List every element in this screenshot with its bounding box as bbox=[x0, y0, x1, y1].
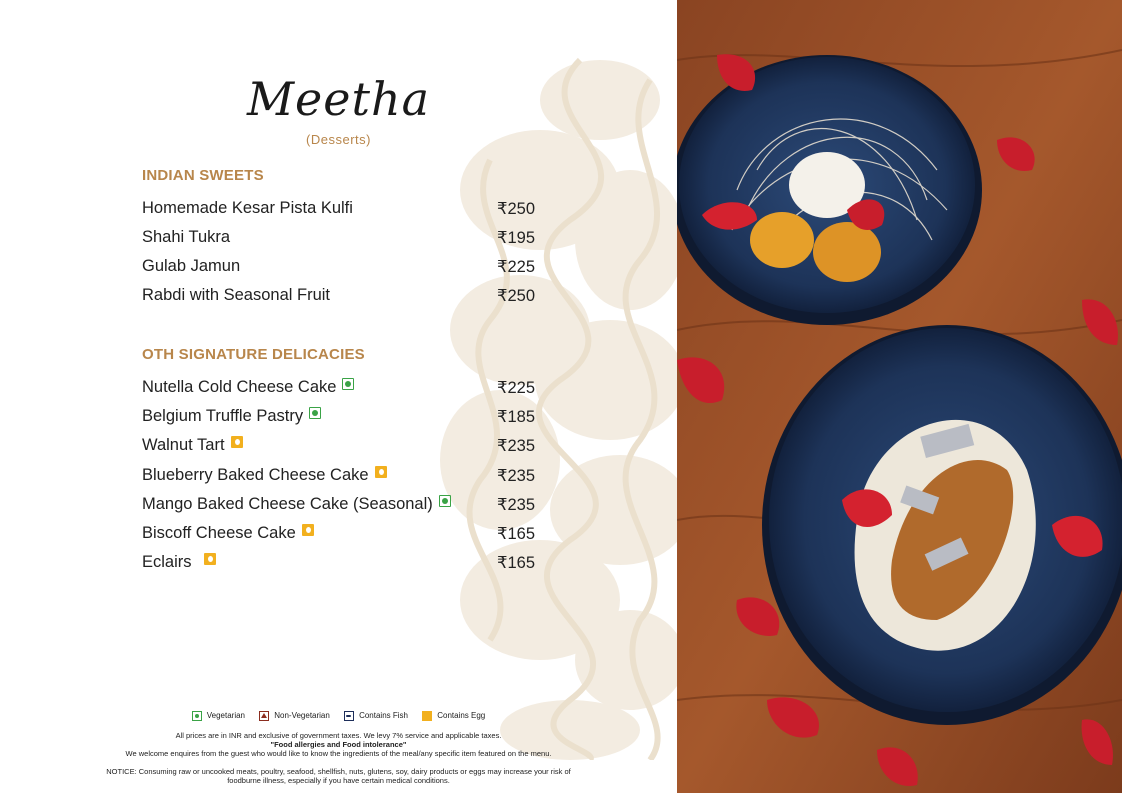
item-name: Belgium Truffle Pastry bbox=[142, 407, 304, 425]
item-price: ₹225 bbox=[497, 258, 536, 276]
menu-item bbox=[142, 436, 537, 458]
legend-vegetarian: Vegetarian bbox=[192, 711, 245, 721]
section-heading-indian-sweets: INDIAN SWEETS bbox=[142, 167, 264, 184]
menu-item bbox=[142, 378, 537, 400]
legend-contains-egg: Contains Egg bbox=[422, 711, 485, 721]
menu-item bbox=[142, 466, 537, 488]
menu-item bbox=[142, 495, 537, 517]
item-name: Eclairs bbox=[142, 553, 192, 571]
item-price: ₹250 bbox=[497, 200, 536, 218]
price-note: All prices are in INR and exclusive of government taxes. We levy 7% service and applicable taxes. bbox=[175, 731, 502, 740]
contains-egg-icon bbox=[204, 553, 216, 565]
menu-item bbox=[142, 199, 537, 221]
item-name: Gulab Jamun bbox=[142, 257, 241, 275]
menu-item bbox=[142, 228, 537, 250]
dessert-photo bbox=[677, 0, 1122, 793]
item-name: Biscoff Cheese Cake bbox=[142, 524, 296, 542]
fish-icon bbox=[344, 711, 354, 721]
item-name: Blueberry Baked Cheese Cake bbox=[142, 466, 369, 484]
notice-line-2: foodburne illness, especially if you have certain medical conditions. bbox=[227, 776, 450, 785]
contains-egg-icon bbox=[375, 466, 387, 478]
allergy-note: We welcome enquires from the guest who would like to know the ingredients of the meal/any specific item featured on the menu. bbox=[125, 749, 552, 758]
item-name: Nutella Cold Cheese Cake bbox=[142, 378, 337, 396]
dessert-photo-illustration bbox=[677, 0, 1122, 793]
item-price: ₹235 bbox=[497, 496, 536, 514]
item-price: ₹185 bbox=[497, 408, 536, 426]
menu-item bbox=[142, 524, 537, 546]
item-name: Mango Baked Cheese Cake (Seasonal) bbox=[142, 495, 433, 513]
item-price: ₹225 bbox=[497, 379, 536, 397]
menu-item bbox=[142, 407, 537, 429]
menu-item bbox=[142, 257, 537, 279]
menu-title: Meetha bbox=[246, 72, 431, 126]
contains-egg-icon bbox=[302, 524, 314, 536]
item-price: ₹250 bbox=[497, 287, 536, 305]
vegetarian-icon bbox=[192, 711, 202, 721]
menu-item bbox=[142, 286, 537, 308]
non-vegetarian-icon bbox=[259, 711, 269, 721]
item-name: Rabdi with Seasonal Fruit bbox=[142, 286, 331, 304]
legend-non-vegetarian: Non-Vegetarian bbox=[259, 711, 330, 721]
contains-egg-icon bbox=[231, 436, 243, 448]
vegetarian-icon bbox=[309, 407, 321, 419]
item-price: ₹165 bbox=[497, 554, 536, 572]
dietary-legend bbox=[0, 711, 677, 721]
menu-item bbox=[142, 553, 537, 575]
item-price: ₹165 bbox=[497, 525, 536, 543]
item-name: Homemade Kesar Pista Kulfi bbox=[142, 199, 353, 217]
item-name: Walnut Tart bbox=[142, 436, 225, 454]
section-heading-signature-delicacies: OTH SIGNATURE DELICACIES bbox=[142, 346, 365, 363]
vegetarian-icon bbox=[439, 495, 451, 507]
vegetarian-icon bbox=[342, 378, 354, 390]
menu-subtitle: (Desserts) bbox=[306, 132, 371, 147]
contains-egg-icon bbox=[422, 711, 432, 721]
legend-contains-fish: Contains Fish bbox=[344, 711, 408, 721]
notice-line-1: NOTICE: Consuming raw or uncooked meats, poultry, seafood, shellfish, nuts, glutens, soy, dairy products or eggs may increase your risk of bbox=[106, 767, 571, 776]
item-price: ₹235 bbox=[497, 467, 536, 485]
item-price: ₹195 bbox=[497, 229, 536, 247]
item-name: Shahi Tukra bbox=[142, 228, 231, 246]
damask-ornament bbox=[400, 40, 677, 760]
item-price: ₹235 bbox=[497, 437, 536, 455]
allergy-heading: "Food allergies and Food intolerance" bbox=[270, 740, 407, 749]
